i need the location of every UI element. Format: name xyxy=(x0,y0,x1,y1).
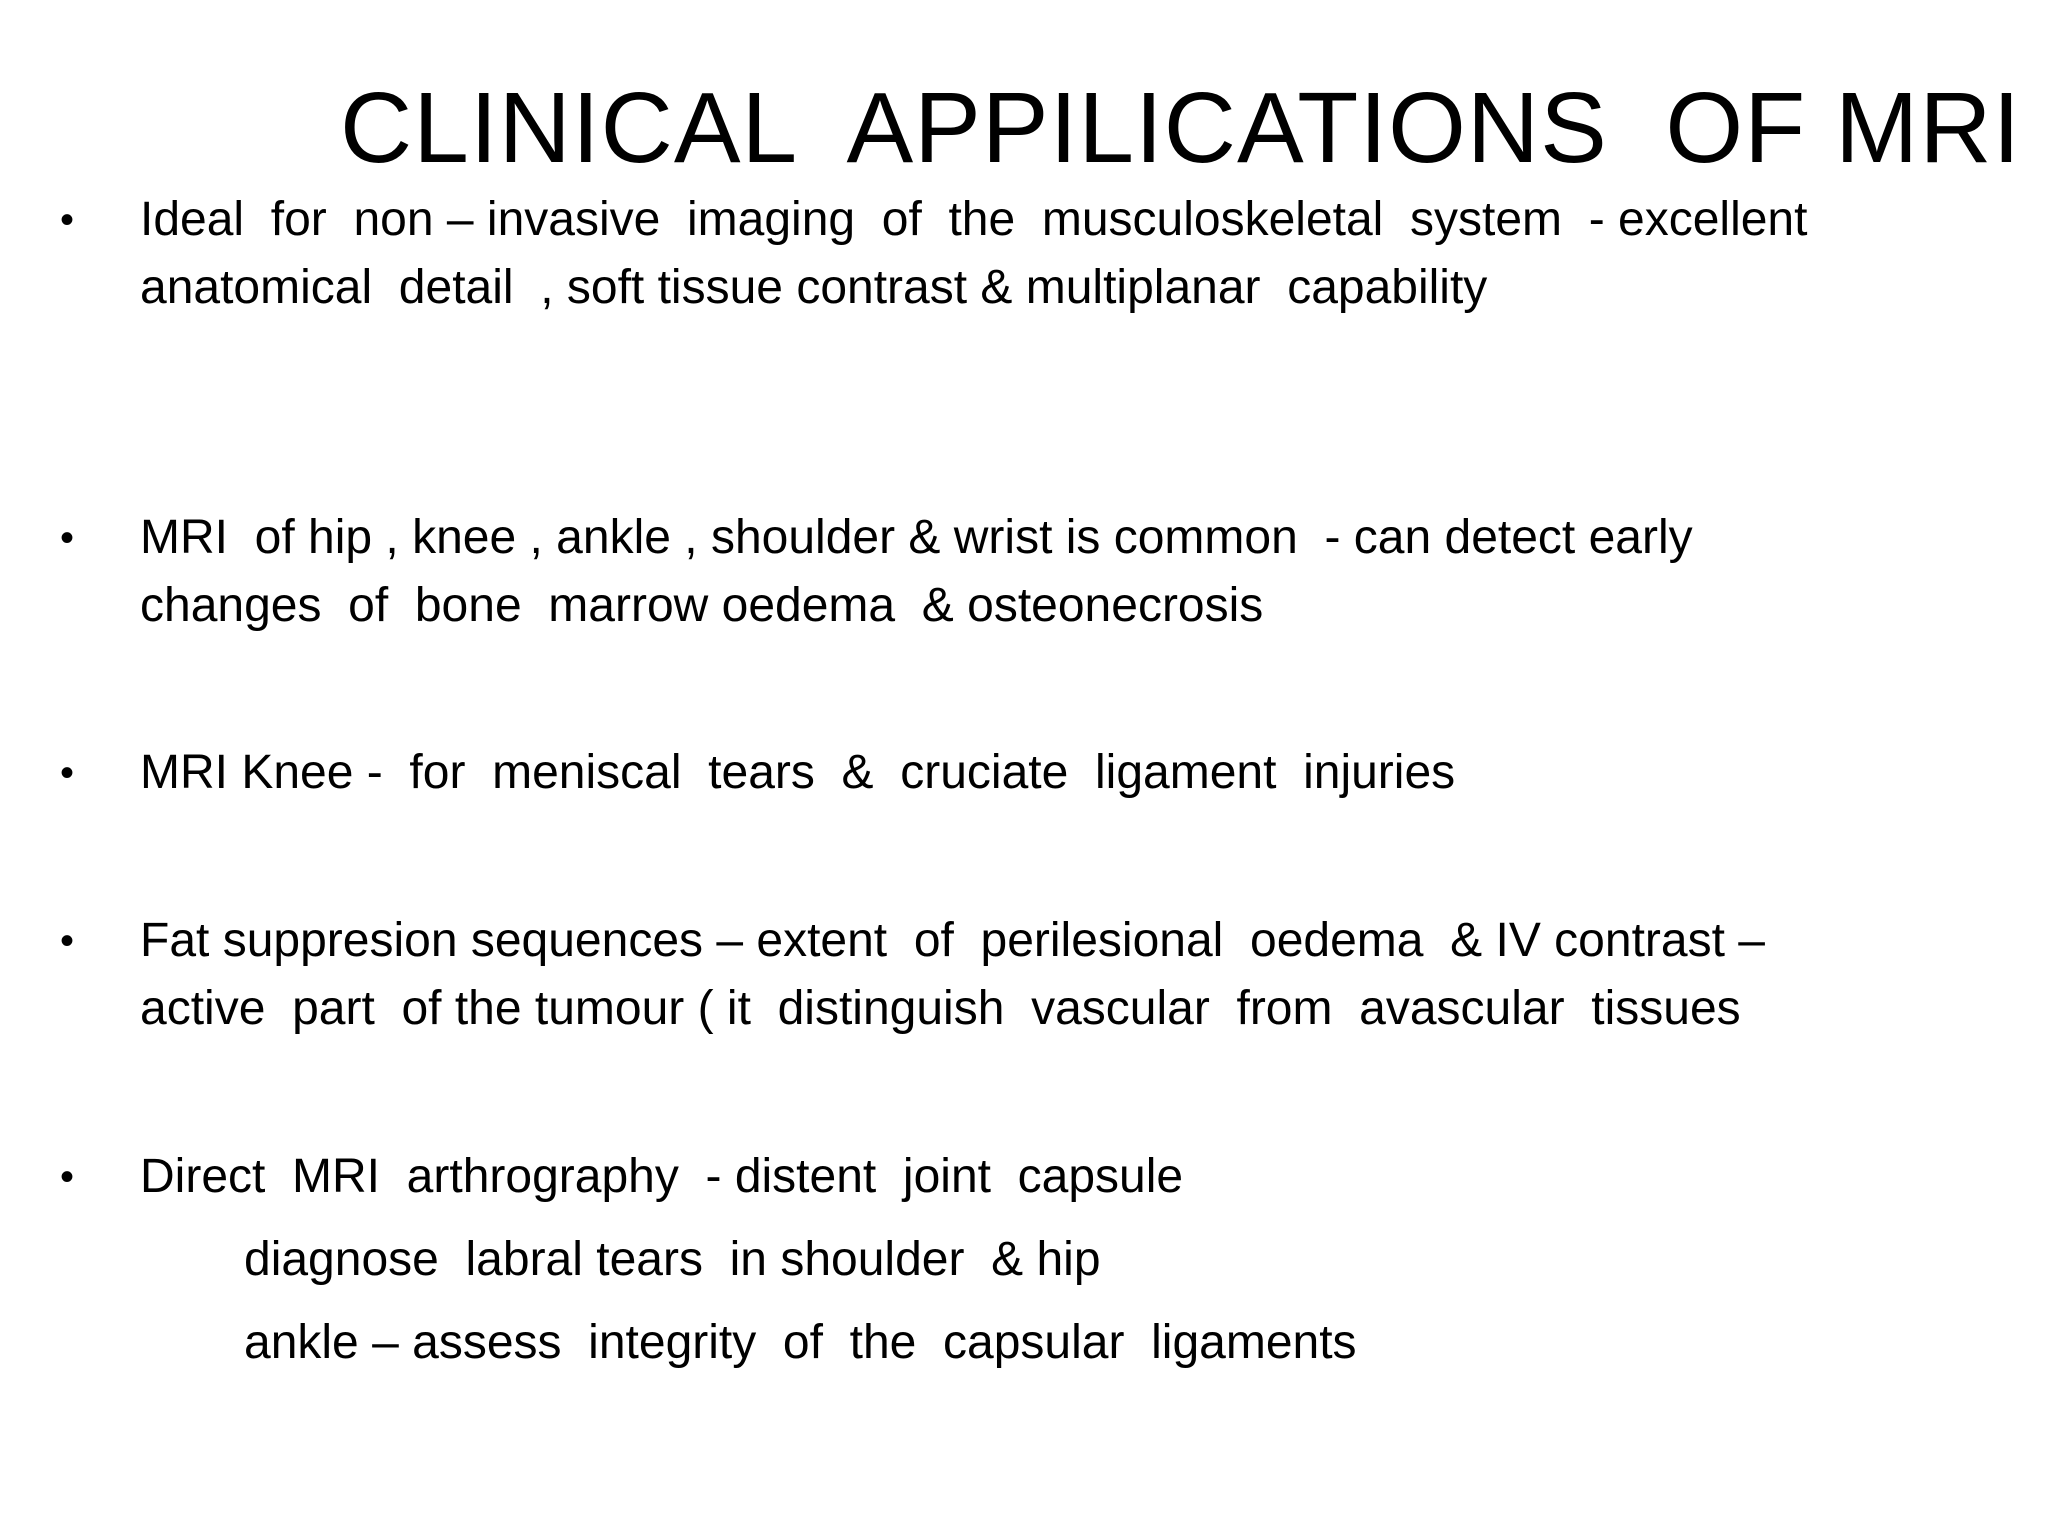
bullet-text-line: changes of bone marrow oedema & osteonecrosis xyxy=(140,579,1264,632)
bullet-dot: • xyxy=(60,919,75,963)
bullet-text-line: Direct MRI arthrography - distent joint capsule xyxy=(140,1150,1184,1203)
bullet-text-line: MRI Knee - for meniscal tears & cruciate ligament injuries xyxy=(140,746,1456,799)
slide-title: CLINICAL APPILICATIONS OF MRI xyxy=(340,72,2022,184)
bullet-dot: • xyxy=(60,516,75,560)
bullet-dot: • xyxy=(60,1155,75,1199)
bullet-text-line: anatomical detail , soft tissue contrast & multiplanar capability xyxy=(140,261,1488,314)
bullet-text-line: active part of the tumour ( it distinguish vascular from avascular tissues xyxy=(140,982,1741,1035)
bullet-text-line: Ideal for non – invasive imaging of the musculoskeletal system - excellent xyxy=(140,193,1808,246)
bullet-text-line: MRI of hip , knee , ankle , shoulder & wrist is common - can detect early xyxy=(140,511,1693,564)
sub-text-line: ankle – assess integrity of the capsular ligaments xyxy=(244,1316,1357,1369)
sub-text-line: diagnose labral tears in shoulder & hip xyxy=(244,1233,1101,1286)
bullet-dot: • xyxy=(60,198,75,242)
bullet-dot: • xyxy=(60,751,75,795)
bullet-text-line: Fat suppresion sequences – extent of perilesional oedema & IV contrast – xyxy=(140,914,1765,967)
